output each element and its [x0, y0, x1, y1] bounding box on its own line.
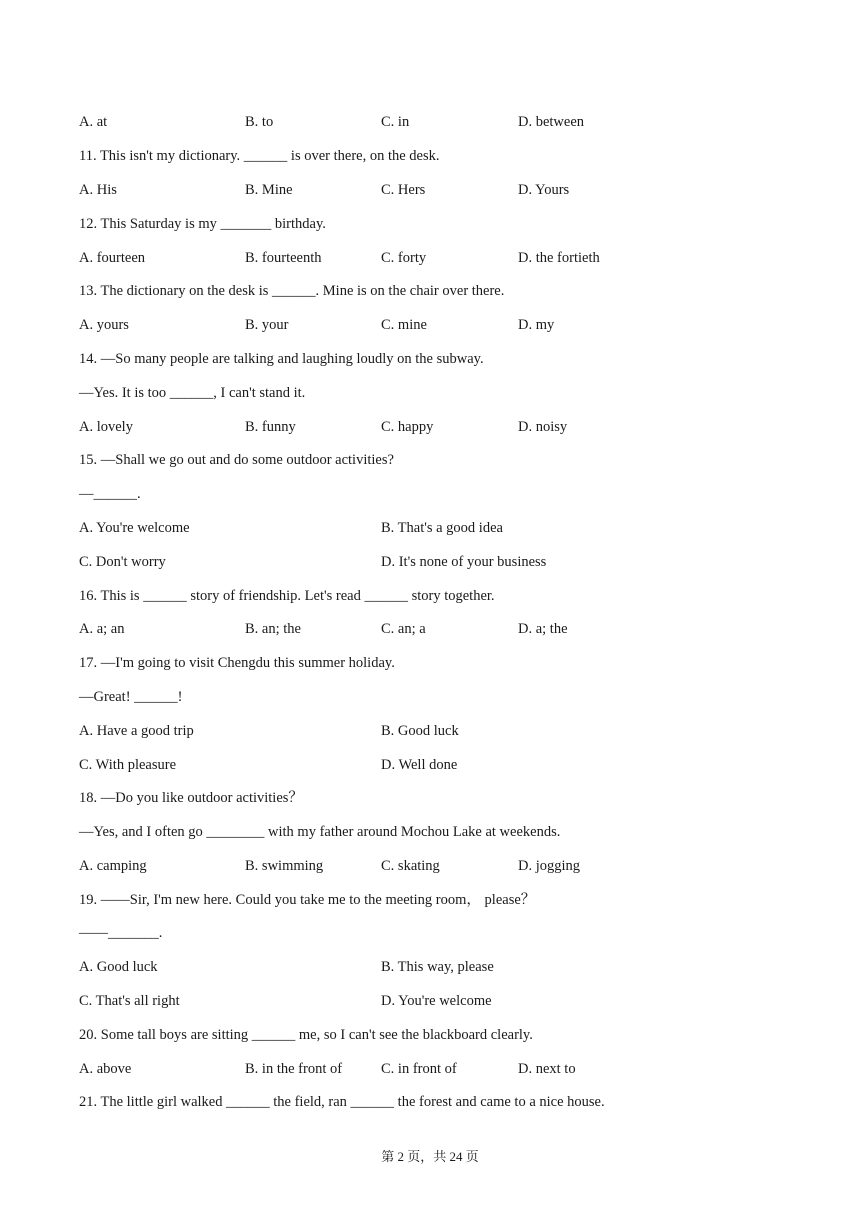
q19-option-b: B. This way, please [381, 959, 494, 975]
q17-option-d: D. Well done [381, 757, 458, 773]
q14-option-b: B. funny [245, 419, 296, 435]
q15-options-row1 [0, 519, 860, 537]
q14-stem: 14. —So many people are talking and laughing loudly on the subway. [79, 351, 484, 367]
q20-options [0, 1060, 860, 1078]
q12-option-c: C. forty [381, 250, 427, 266]
q13-option-a: A. yours [79, 317, 129, 333]
q11-option-d: D. Yours [518, 182, 570, 198]
q20-option-d: D. next to [518, 1061, 576, 1077]
q12-options [0, 249, 860, 267]
q10-option-d: D. between [518, 114, 585, 130]
q10-option-b: B. to [245, 114, 274, 130]
q11-option-b: B. Mine [245, 182, 293, 198]
q15-stem: 15. —Shall we go out and do some outdoor activities? [79, 452, 394, 468]
q16-option-d: D. a; the [518, 621, 568, 637]
q20-option-c: C. in front of [381, 1061, 457, 1077]
q18-option-c: C. skating [381, 858, 440, 874]
q13-stem: 13. The dictionary on the desk is ______. Mine is on the chair over there. [79, 283, 505, 299]
q13-option-c: C. mine [381, 317, 427, 333]
q15-option-a: A. You're welcome [79, 520, 190, 536]
q10-option-a: A. at [79, 114, 108, 130]
q14-option-c: C. happy [381, 419, 434, 435]
q19-option-c: C. That's all right [79, 993, 180, 1009]
q11-options [0, 181, 860, 199]
q11-stem: 11. This isn't my dictionary. ______ is over there, on the desk. [79, 148, 440, 164]
q18-option-a: A. camping [79, 858, 147, 874]
q15-options-row2 [0, 553, 860, 571]
q15-option-b: B. That's a good idea [381, 520, 503, 536]
q16-stem: 16. This is ______ story of friendship. Let's read ______ story together. [79, 588, 495, 604]
q17-option-a: A. Have a good trip [79, 723, 194, 739]
q11-option-a: A. His [79, 182, 117, 198]
q15-option-c: C. Don't worry [79, 554, 166, 570]
q12-option-a: A. fourteen [79, 250, 146, 266]
q18-option-d: D. jogging [518, 858, 581, 874]
q16-option-a: A. a; an [79, 621, 125, 637]
q16-option-b: B. an; the [245, 621, 301, 637]
q13-option-d: D. my [518, 317, 555, 333]
q13-options [0, 316, 860, 334]
q19-option-a: A. Good luck [79, 959, 158, 975]
q20-option-b: B. in the front of [245, 1061, 343, 1077]
q17-option-c: C. With pleasure [79, 757, 177, 773]
q14-reply: —Yes. It is too ______, I can't stand it. [79, 385, 306, 401]
q15-option-d: D. It's none of your business [381, 554, 547, 570]
q20-stem: 20. Some tall boys are sitting ______ me, so I can't see the blackboard clearly. [79, 1027, 533, 1043]
page-footer: 第 2 页，共 24 页 [381, 1149, 479, 1164]
q18-options [0, 857, 860, 875]
q16-options [0, 620, 860, 638]
q16-option-c: C. an; a [381, 621, 426, 637]
q18-stem: 18. —Do you like outdoor activities？ [79, 790, 303, 806]
q19-stem: 19. ——Sir, I'm new here. Could you take me to the meeting room， please？ [79, 892, 536, 908]
q14-option-d: D. noisy [518, 419, 568, 435]
q11-option-c: C. Hers [381, 182, 426, 198]
q10-options [0, 113, 860, 131]
q12-stem: 12. This Saturday is my _______ birthday. [79, 216, 326, 232]
q12-option-d: D. the fortieth [518, 250, 600, 266]
q17-option-b: B. Good luck [381, 723, 459, 739]
q17-options-row2 [0, 756, 860, 774]
q19-option-d: D. You're welcome [381, 993, 492, 1009]
q19-options-row1 [0, 958, 860, 976]
q12-option-b: B. fourteenth [245, 250, 322, 266]
q20-option-a: A. above [79, 1061, 132, 1077]
q13-option-b: B. your [245, 317, 289, 333]
q19-options-row2 [0, 992, 860, 1010]
q17-reply: —Great! ______! [79, 689, 183, 705]
q15-reply: —______. [79, 486, 141, 502]
q18-option-b: B. swimming [245, 858, 324, 874]
q14-option-a: A. lovely [79, 419, 133, 435]
q21-stem: 21. The little girl walked ______ the field, ran ______ the forest and came to a nice house. [79, 1094, 605, 1110]
q18-reply: —Yes, and I often go ________ with my father around Mochou Lake at weekends. [79, 824, 561, 840]
q10-option-c: C. in [381, 114, 410, 130]
q14-options [0, 418, 860, 436]
q17-stem: 17. —I'm going to visit Chengdu this summer holiday. [79, 655, 395, 671]
q19-reply: ——_______. [79, 925, 163, 941]
q17-options-row1 [0, 722, 860, 740]
